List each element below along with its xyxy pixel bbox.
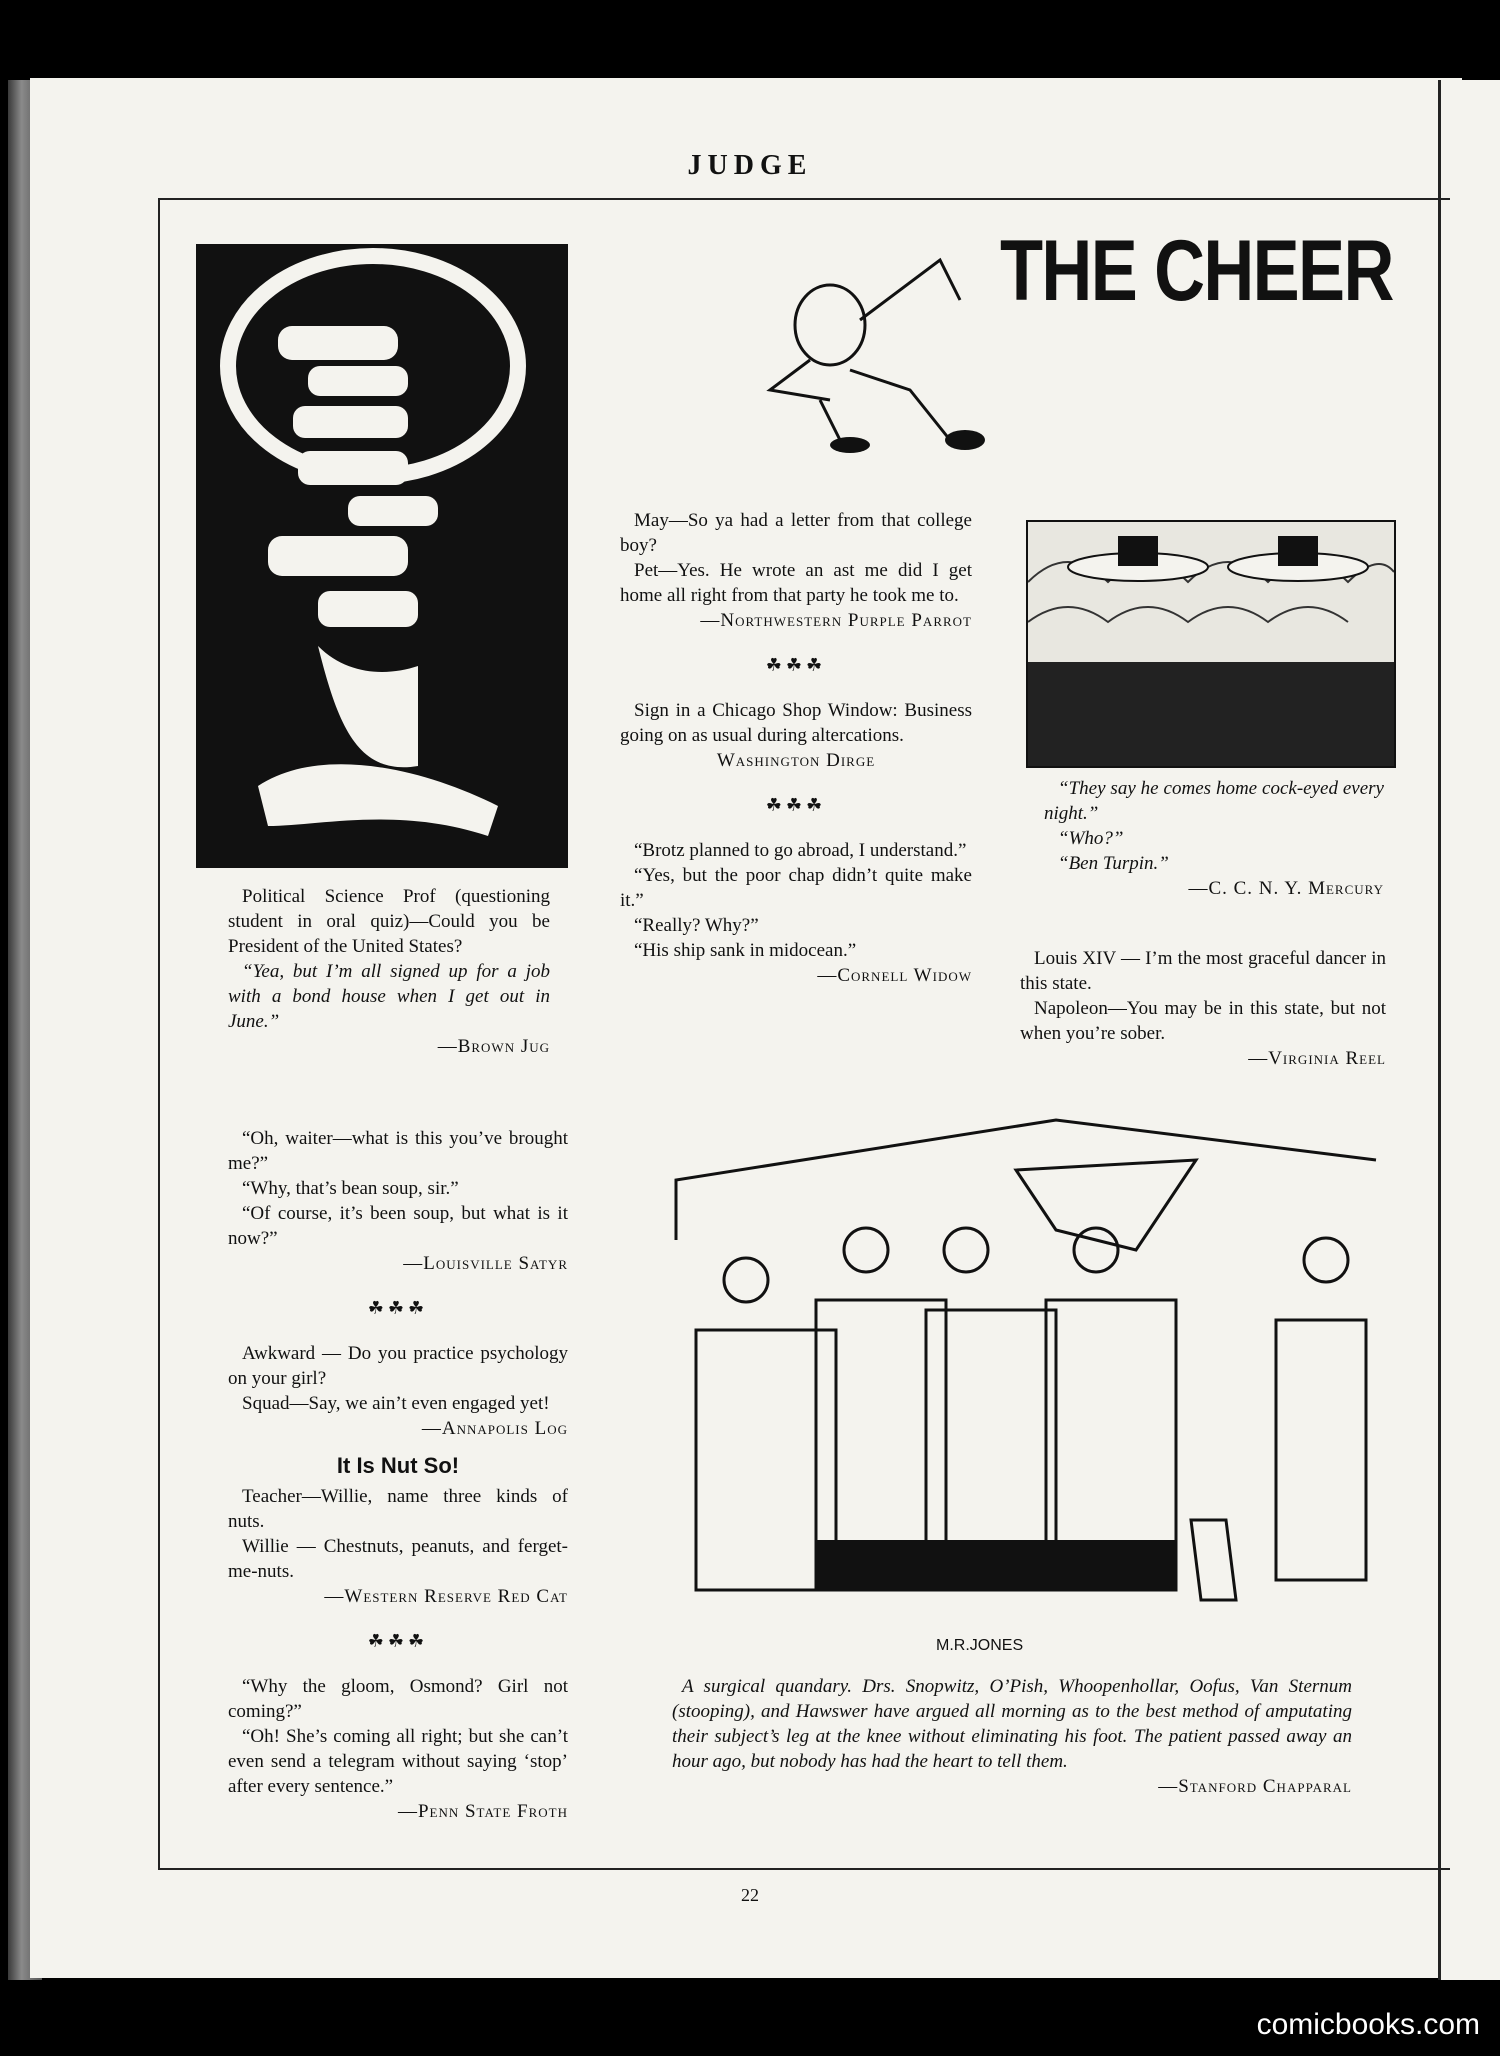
source-credit: —Penn State Froth <box>397 1801 568 1822</box>
text-line: “Of course, it’s been soup, but what is it now?” <box>228 1203 568 1249</box>
source-credit: —Northwestern Purple Parrot <box>700 610 972 631</box>
text-line: “Why, that’s bean soup, sir.” <box>242 1178 459 1199</box>
text-line: “Oh! She’s coming all right; but she can’t even send a telegram without saying ‘stop’ after every sentence.” <box>228 1726 568 1797</box>
text-line: A surgical quandary. Drs. Snopwitz, O’Pish, Whoopenhollar, Oofus, Van Sternum (stooping), and Hawswer have argued all morning as to the best method of amputating their subject’s leg at the knee without eliminating his foot. The patient passed away an hour ago, but nobody has had the heart to tell them. <box>672 1676 1352 1772</box>
article-virginia-reel <box>1020 946 1386 1071</box>
text-line: “They say he comes home cock-eyed every night.” <box>1044 778 1384 824</box>
text-line: Squad—Say, we ain’t even engaged yet! <box>242 1393 550 1414</box>
text-line: “Yes, but the poor chap didn’t quite make it.” <box>620 865 972 911</box>
article-brown-jug <box>228 884 550 1059</box>
text-line: “Who?” <box>1058 828 1124 849</box>
source-credit: —Cornell Widow <box>817 965 972 986</box>
ornament: ☘☘☘ <box>367 1631 429 1651</box>
text-line: Napoleon—You may be in this state, but not when you’re sober. <box>1020 998 1386 1044</box>
article-surgery-caption <box>672 1674 1352 1799</box>
ornament: ☘☘☘ <box>765 795 827 815</box>
source-credit: Washington Dirge <box>716 750 876 771</box>
text-line: Sign in a Chicago Shop Window: Business going on as usual during altercations. <box>620 700 972 746</box>
source-credit: —Brown Jug <box>437 1036 550 1057</box>
source-credit: —Annapolis Log <box>421 1418 568 1439</box>
text-line: “His ship sank in midocean.” <box>634 940 857 961</box>
text-line: Louis XIV — I’m the most graceful dancer in this state. <box>1020 948 1386 994</box>
source-credit: —C. C. N. Y. Mercury <box>1188 878 1384 899</box>
text-line: “Yea, but I’m all signed up for a job with a bond house when I get out in June.” <box>228 961 550 1032</box>
ornament: ☘☘☘ <box>765 655 827 675</box>
section-heading: It Is Nut So! <box>336 1453 460 1478</box>
text-line: “Ben Turpin.” <box>1058 853 1169 874</box>
source-credit: —Louisville Satyr <box>403 1253 568 1274</box>
masthead: JUDGE <box>687 150 813 181</box>
watermark: comicbooks.com <box>1256 2008 1480 2041</box>
text-line: “Oh, waiter—what is this you’ve brought me?” <box>228 1128 568 1174</box>
text-line: May—So ya had a letter from that college boy? <box>620 510 972 556</box>
text-line: Awkward — Do you practice psychology on your girl? <box>228 1343 568 1389</box>
text-line: Political Science Prof (questioning student in oral quiz)—Could you be President of the United States? <box>228 886 550 957</box>
text-line: “Why the gloom, Osmond? Girl not coming?” <box>228 1676 568 1722</box>
text-line: Willie — Chestnuts, peanuts, and ferget-me-nuts. <box>228 1536 568 1582</box>
headline: THE CHEER <box>1000 223 1393 319</box>
source-credit: —Stanford Chapparal <box>1158 1776 1352 1797</box>
article-left-column <box>228 1126 568 1824</box>
article-mercury <box>1044 776 1384 901</box>
text-line: Teacher—Willie, name three kinds of nuts. <box>228 1486 568 1532</box>
article-purple-parrot <box>620 508 972 988</box>
ornament: ☘☘☘ <box>367 1298 429 1318</box>
artist-signature: M.R.JONES <box>936 1637 1024 1654</box>
hats-cartoon-illustration <box>1026 520 1396 768</box>
page-number: 22 <box>741 1885 759 1905</box>
text-line: “Brotz planned to go abroad, I understand.” <box>634 840 967 861</box>
surgery-cartoon-illustration <box>636 1100 1396 1660</box>
cartoon-stack-illustration <box>196 244 568 868</box>
source-credit: —Virginia Reel <box>1248 1048 1386 1069</box>
cheer-figure-illustration <box>750 240 1000 470</box>
source-credit: —Western Reserve Red Cat <box>324 1586 568 1607</box>
text-line: “Really? Why?” <box>634 915 759 936</box>
text-line: Pet—Yes. He wrote an ast me did I get home all right from that party he took me to. <box>620 560 972 606</box>
